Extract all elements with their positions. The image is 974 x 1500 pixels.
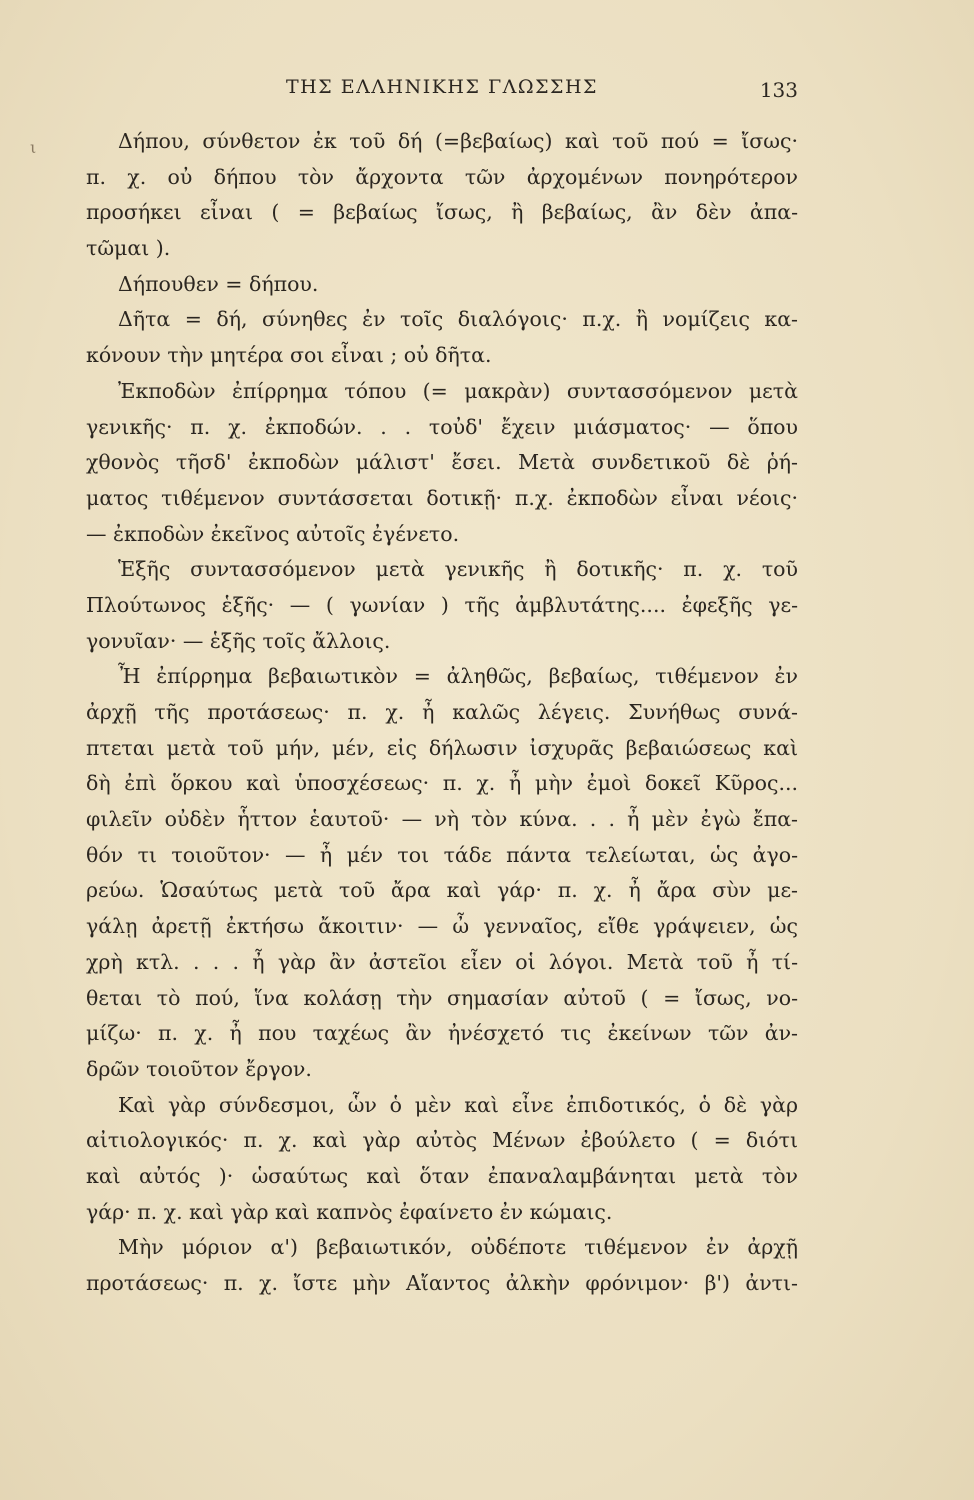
- text-line: Ἑξῆς συντασσόμενον μετὰ γενικῆς ἢ δοτικῆς· π. χ. τοῦ: [118, 557, 798, 582]
- margin-mark: ι: [30, 138, 37, 157]
- text-line: ρεύω. Ὡσαύτως μετὰ τοῦ ἄρα καὶ γάρ· π. χ. ἦ ἄρα σὺν με-: [86, 878, 798, 903]
- text-line: χθονὸς τῆσδ' ἐκποδὼν μάλιστ' ἔσει. Μετὰ συνδετικοῦ δὲ ῥή-: [86, 450, 798, 475]
- running-title: ΤΗΣ ΕΛΛΗΝΙΚΗΣ ΓΛΩΣΣΗΣ: [286, 76, 598, 98]
- text-line: φιλεῖν οὐδὲν ἧττον ἑαυτοῦ· — νὴ τὸν κύνα. . . ἦ μὲν ἐγὼ ἔπα-: [86, 807, 798, 832]
- text-line: Ἐκποδὼν ἐπίρρημα τόπου (= μακρὰν) συντασσόμενον μετὰ: [118, 378, 798, 403]
- text-line: προτάσεως· π. χ. ἴστε μὴν Αἴαντος ἀλκὴν φρόνιμον· β') ἀντι-: [86, 1271, 798, 1295]
- text-line: δρῶν τοιοῦτον ἔργον.: [86, 1056, 312, 1081]
- text-line: π. χ. οὐ δήπου τὸν ἄρχοντα τῶν ἀρχομένων πονηρότερον: [86, 164, 798, 189]
- text-line: προσήκει εἶναι ( = βεβαίως ἴσως, ἢ βεβαίως, ἂν δὲν ἀπα-: [86, 200, 798, 225]
- text-line: Δήπουθεν = δήπου.: [118, 271, 319, 296]
- text-line: τῶμαι ).: [86, 236, 171, 261]
- text-line: — ἐκποδὼν ἐκεῖνος αὐτοῖς ἐγένετο.: [86, 521, 460, 546]
- text-line: δὴ ἐπὶ ὅρκου καὶ ὑποσχέσεως· π. χ. ἦ μὴν ἐμοὶ δοκεῖ Κῦρος...: [86, 771, 798, 796]
- text-line: αἰτιολογικός· π. χ. καὶ γὰρ αὐτὸς Μένων ἐβούλετο ( = διότι: [86, 1128, 798, 1153]
- text-line: θόν τι τοιοῦτον· — ἦ μέν τοι τάδε πάντα τελείωται, ὡς ἀγο-: [86, 842, 798, 867]
- text-line: Δῆτα = δή, σύνηθες ἐν τοῖς διαλόγοις· π.χ. ἢ νομίζεις κα-: [118, 307, 798, 332]
- body-text: [86, 124, 798, 1302]
- text-line: καὶ αὐτός )· ὡσαύτως καὶ ὅταν ἐπαναλαμβάνηται μετὰ τὸν: [86, 1163, 798, 1188]
- text-line: Μὴν μόριον α') βεβαιωτικόν, οὐδέποτε τιθέμενον ἐν ἀρχῇ: [118, 1235, 798, 1260]
- page-number: 133: [759, 78, 798, 102]
- text-line: θεται τὸ πού, ἵνα κολάσῃ τὴν σημασίαν αὐτοῦ ( = ἴσως, νο-: [86, 985, 798, 1010]
- text-line: Πλούτωνος ἑξῆς· — ( γωνίαν ) τῆς ἀμβλυτάτης.... ἐφεξῆς γε-: [86, 592, 798, 617]
- text-line: ἀρχῇ τῆς προτάσεως· π. χ. ἦ καλῶς λέγεις. Συνήθως συνά-: [86, 700, 798, 724]
- text-line: μίζω· π. χ. ἦ που ταχέως ἂν ἠνέσχετό τις ἐκείνων τῶν ἀν-: [86, 1021, 798, 1046]
- text-line: κόνουν τὴν μητέρα σοι εἶναι ; οὐ δῆτα.: [86, 343, 492, 368]
- text-line: Καὶ γὰρ σύνδεσμοι, ὧν ὁ μὲν καὶ εἶνε ἐπιδοτικός, ὁ δὲ γὰρ: [118, 1092, 798, 1117]
- text-line: ματος τιθέμενον συντάσσεται δοτικῇ· π.χ. ἐκποδὼν εἶναι νέοις·: [86, 485, 798, 510]
- text-line: χρὴ κτλ. . . . ἦ γὰρ ἂν ἀστεῖοι εἶεν οἱ λόγοι. Μετὰ τοῦ ἦ τί-: [86, 949, 798, 974]
- text-line: Δήπου, σύνθετον ἐκ τοῦ δή (=βεβαίως) καὶ τοῦ πού = ἴσως·: [118, 129, 798, 153]
- page-header: [86, 76, 798, 106]
- text-line: γάλῃ ἀρετῇ ἐκτήσω ἄκοιτιν· — ὦ γενναῖος, εἴθε γράψειεν, ὡς: [86, 914, 798, 939]
- text-line: γονυῖαν· — ἑξῆς τοῖς ἄλλοις.: [86, 628, 391, 653]
- text-line: γενικῆς· π. χ. ἐκποδών. . . τοὐδ' ἔχειν μιάσματος· — ὅπου: [86, 414, 798, 439]
- text-line: Ἦ ἐπίρρημα βεβαιωτικὸν = ἀληθῶς, βεβαίως, τιθέμενον ἐν: [118, 664, 798, 689]
- text-line: γάρ· π. χ. καὶ γὰρ καὶ καπνὸς ἐφαίνετο ἐν κώμαις.: [86, 1199, 613, 1224]
- text-line: πτεται μετὰ τοῦ μήν, μέν, εἰς δήλωσιν ἰσχυρᾶς βεβαιώσεως καὶ: [86, 735, 798, 760]
